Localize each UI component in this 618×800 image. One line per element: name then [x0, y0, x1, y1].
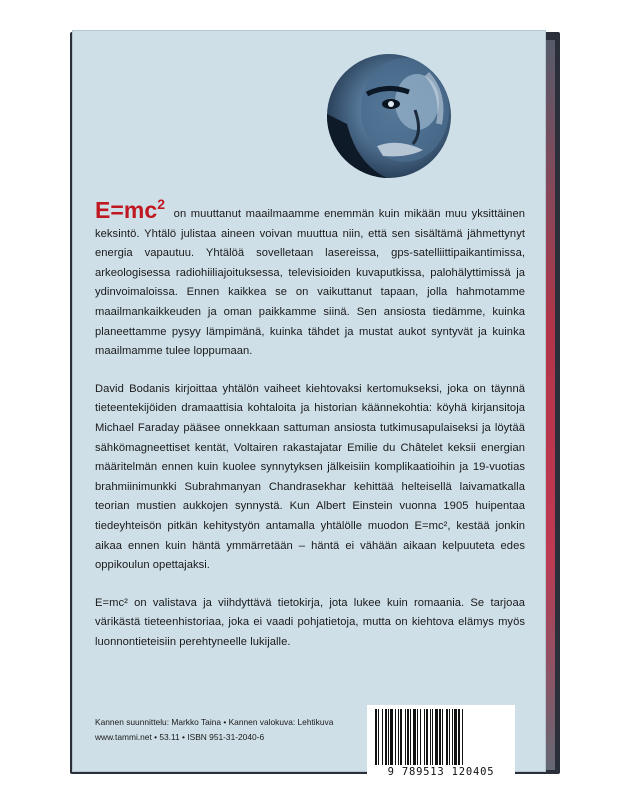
blurb-paragraph-2: David Bodanis kirjoittaa yhtälön vaiheet kiehtovaksi kertomukseksi, joka on täynnä tieteentekijöiden dramaattisia kohtaloita ja historian käännekohtia: köyhä kirjansitoja Michael Faraday pääsee onnekkaan sattuman ansiosta tutkimusapulaiseksi ja löytää sähkömagneettiset kentät, Voltairen rakastajatar Emilie du Châtelet keksii energian määritelmän ennen kuin kuolee synnytyksen jälkeisiin komplikaatioihin ja 19-vuotias brahmiinimunkki Subrahmanyan Chandrasekhar kehittää helteisellä laivamatkalla teorian mustien aukkojen synnystä. Kun Albert Einstein vuonna 1905 huipentaa tiedeyhteisön pitkän kehitystyön antamalla yhtälölle muodon E=mc², kestää jonkin aikaa ennen kuin häntä ymmärretään – häntä ei vähään aikaan kelpuuteta edes oppikoulun opettajaksi.: [95, 382, 525, 572]
back-cover: [72, 30, 546, 778]
formula-superscript: 2: [157, 196, 166, 212]
isbn-barcode: [367, 705, 515, 783]
portrait-illustration: [327, 54, 451, 178]
barcode-bars: [371, 709, 511, 765]
blurb-paragraph-3: E=mc² on valistava ja viihdyttävä tietokirja, jota lukee kuin romaania. Se tarjoaa värikästä tieteenhistoriaa, joka ei vaadi pohjatietoja, mutta on kiehtova elämys myös luonnontieteisiin perehtyneelle lukijalle.: [95, 596, 525, 648]
formula-text: E=mc: [95, 197, 158, 223]
book-spine-edge: [545, 40, 555, 770]
blurb-text: [95, 195, 525, 670]
author-portrait-photo: [327, 54, 451, 178]
barcode-number: 9 789513 120405: [387, 766, 495, 778]
credits-publisher-isbn: www.tammi.net • 53.11 • ISBN 951-31-2040-6: [95, 732, 265, 742]
cover-credits: [95, 715, 333, 745]
formula-headline: [95, 195, 166, 223]
blurb-paragraph-1: [95, 195, 525, 362]
paragraph-1-text: on muuttanut maailmaamme enemmän kuin mikään muu yksittäinen keksintö. Yhtälö julistaa aineen voivan muuttua niin, että sen sisältämä jähmettynyt energia vapautuu. Yhtälöä sovelletaan lasereissa, gps-satelliittipaikantimissa, arkeologisessa radiohiiliajoituksessa, televisioiden kuvaputkissa, palohälyttimissä ja ydinvoimaloissa. Ennen kaikkea se on vaikuttanut tapaan, jolla hahmotamme maailmankaikkeuden ja oman paikkamme siinä. Sen ansiosta tiedämme, kuinka planeettamme pysyy lämpimänä, kuinka tähdet ja mustat aukot syntyvät ja kuinka maailmamme tulee loppumaan.: [95, 208, 525, 358]
credits-designer-photo: Kannen suunnittelu: Markko Taina • Kannen valokuva: Lehtikuva: [95, 717, 334, 727]
